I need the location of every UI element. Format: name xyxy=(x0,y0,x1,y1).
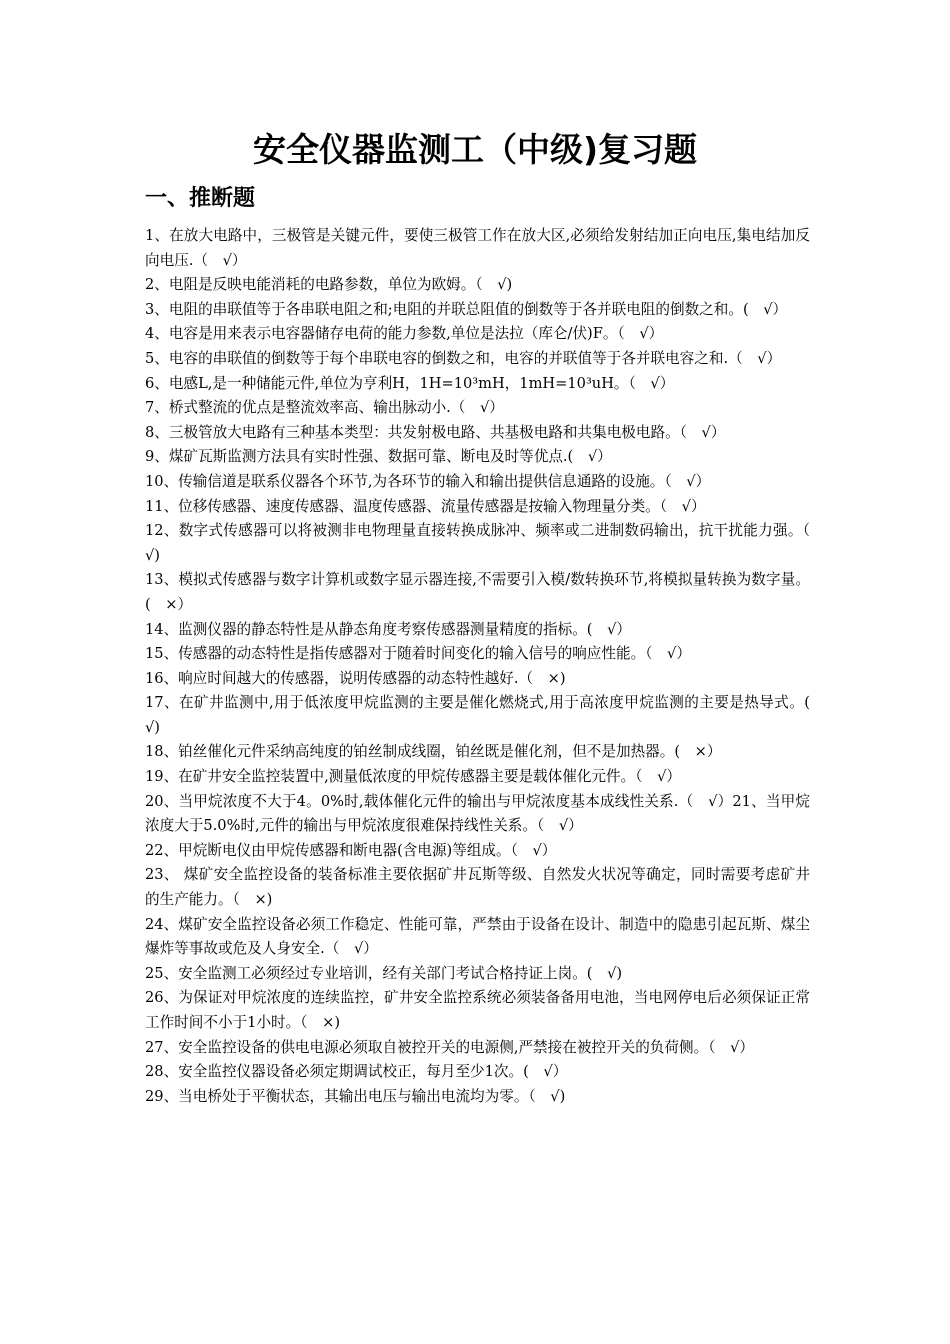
question-item: 6、电感L,是一种储能元件,单位为亨利H，1H=10³mH，1mH=10³uH。（ √） xyxy=(145,374,675,392)
question-item: 10、传输信道是联系仪器各个环节,为各环节的输入和输出提供信息通路的设施。（ √） xyxy=(145,472,711,490)
question-item: 8、三极管放大电路有三种基本类型：共发射极电路、共基极电路和共集电极电路。（ √） xyxy=(145,423,726,441)
question-item: 19、在矿井安全监控装置中,测量低浓度的甲烷传感器主要是载体催化元件。（ √） xyxy=(145,768,681,786)
question-item: 1、在放大电路中，三极管是关键元件，要使三极管工作在放大区,必须给发射结加正向电压,集电结加反向电压.（ √） xyxy=(145,227,810,269)
question-item: 22、甲烷断电仪由甲烷传感器和断电器(含电源)等组成。（ √） xyxy=(145,841,557,859)
question-item: 16、响应时间越大的传感器，说明传感器的动态特性越好.（ ×) xyxy=(145,669,566,687)
question-item: 25、安全监测工必须经过专业培训，经有关部门考试合格持证上岗。( √) xyxy=(145,964,623,982)
question-item: 18、铂丝催化元件采纳高纯度的铂丝制成线圈，铂丝既是催化剂，但不是加热器。( ×） xyxy=(145,743,722,761)
question-item: 11、位移传感器、速度传感器、温度传感器、流量传感器是按输入物理量分类。（ √） xyxy=(145,497,706,515)
question-item: 14、监测仪器的静态特性是从静态角度考察传感器测量精度的指标。( √） xyxy=(145,620,631,638)
question-item: 4、电容是用来表示电容器储存电荷的能力参数,单位是法拉（库仑/伏)F。（ √） xyxy=(145,325,664,343)
document-title: 安全仪器监测工（中级)复习题 xyxy=(252,130,698,169)
question-item: 24、煤矿安全监控设备必须工作稳定、性能可靠，严禁由于设备在设计、制造中的隐患引起瓦斯、煤尘爆炸等事故或危及人身安全.（ √） xyxy=(145,915,810,958)
question-list xyxy=(145,224,825,1109)
question-item: 12、数字式传感器可以将被测非电物理量直接转换成脉冲、频率或二进制数码输出，抗干扰能力强。（ √) xyxy=(145,522,825,564)
question-item: 3、电阻的串联值等于各串联电阻之和;电阻的并联总阻值的倒数等于各并联电阻的倒数之和。( √） xyxy=(145,300,788,318)
question-item: 17、在矿井监测中,用于低浓度甲烷监测的主要是催化燃烧式,用于高浓度甲烷监测的主要是热导式。( √) xyxy=(145,694,825,736)
question-item: 27、安全监控设备的供电电源必须取自被控开关的电源侧,严禁接在被控开关的负荷侧。（ √） xyxy=(145,1038,754,1056)
question-item: 13、模拟式传感器与数字计算机或数字显示器连接,不需要引入模/数转换环节,将模拟量转换为数字量。( ×） xyxy=(145,571,810,613)
question-item: 26、为保证对甲烷浓度的连续监控，矿井安全监控系统必须装备备用电池，当电网停电后必须保证正常工作时间不小于1小时。（ ×) xyxy=(145,989,810,1031)
question-item: 28、安全监控仪器设备必须定期调试校正，每月至少1次。( √） xyxy=(145,1063,568,1081)
section-heading: 一、推断题 xyxy=(145,186,256,211)
question-item: 5、电容的串联值的倒数等于每个串联电容的倒数之和，电容的并联值等于各并联电容之和.（ √） xyxy=(145,349,782,367)
question-item: 29、当电桥处于平衡状态，其输出电压与输出电流均为零。（ √) xyxy=(145,1087,566,1105)
question-item: 2、电阻是反映电能消耗的电路参数，单位为欧姆。（ √) xyxy=(145,276,513,294)
question-item: 7、桥式整流的优点是整流效率高、输出脉动小.（ √） xyxy=(145,399,504,417)
question-item: 15、传感器的动态特性是指传感器对于随着时间变化的输入信号的响应性能。（ √） xyxy=(145,645,691,663)
question-item: 23、 煤矿安全监控设备的装备标准主要依据矿井瓦斯等级、自然发火状况等确定，同时需要考虑矿井的生产能力。（ ×) xyxy=(145,866,810,909)
question-item: 9、煤矿瓦斯监测方法具有实时性强、数据可靠、断电及时等优点.( √） xyxy=(145,448,612,466)
question-item: 20、当甲烷浓度不大于4。0%时,载体催化元件的输出与甲烷浓度基本成线性关系.（ √）21、当甲烷浓度大于5.0%时,元件的输出与甲烷浓度很难保持线性关系。（ √） xyxy=(145,792,810,835)
